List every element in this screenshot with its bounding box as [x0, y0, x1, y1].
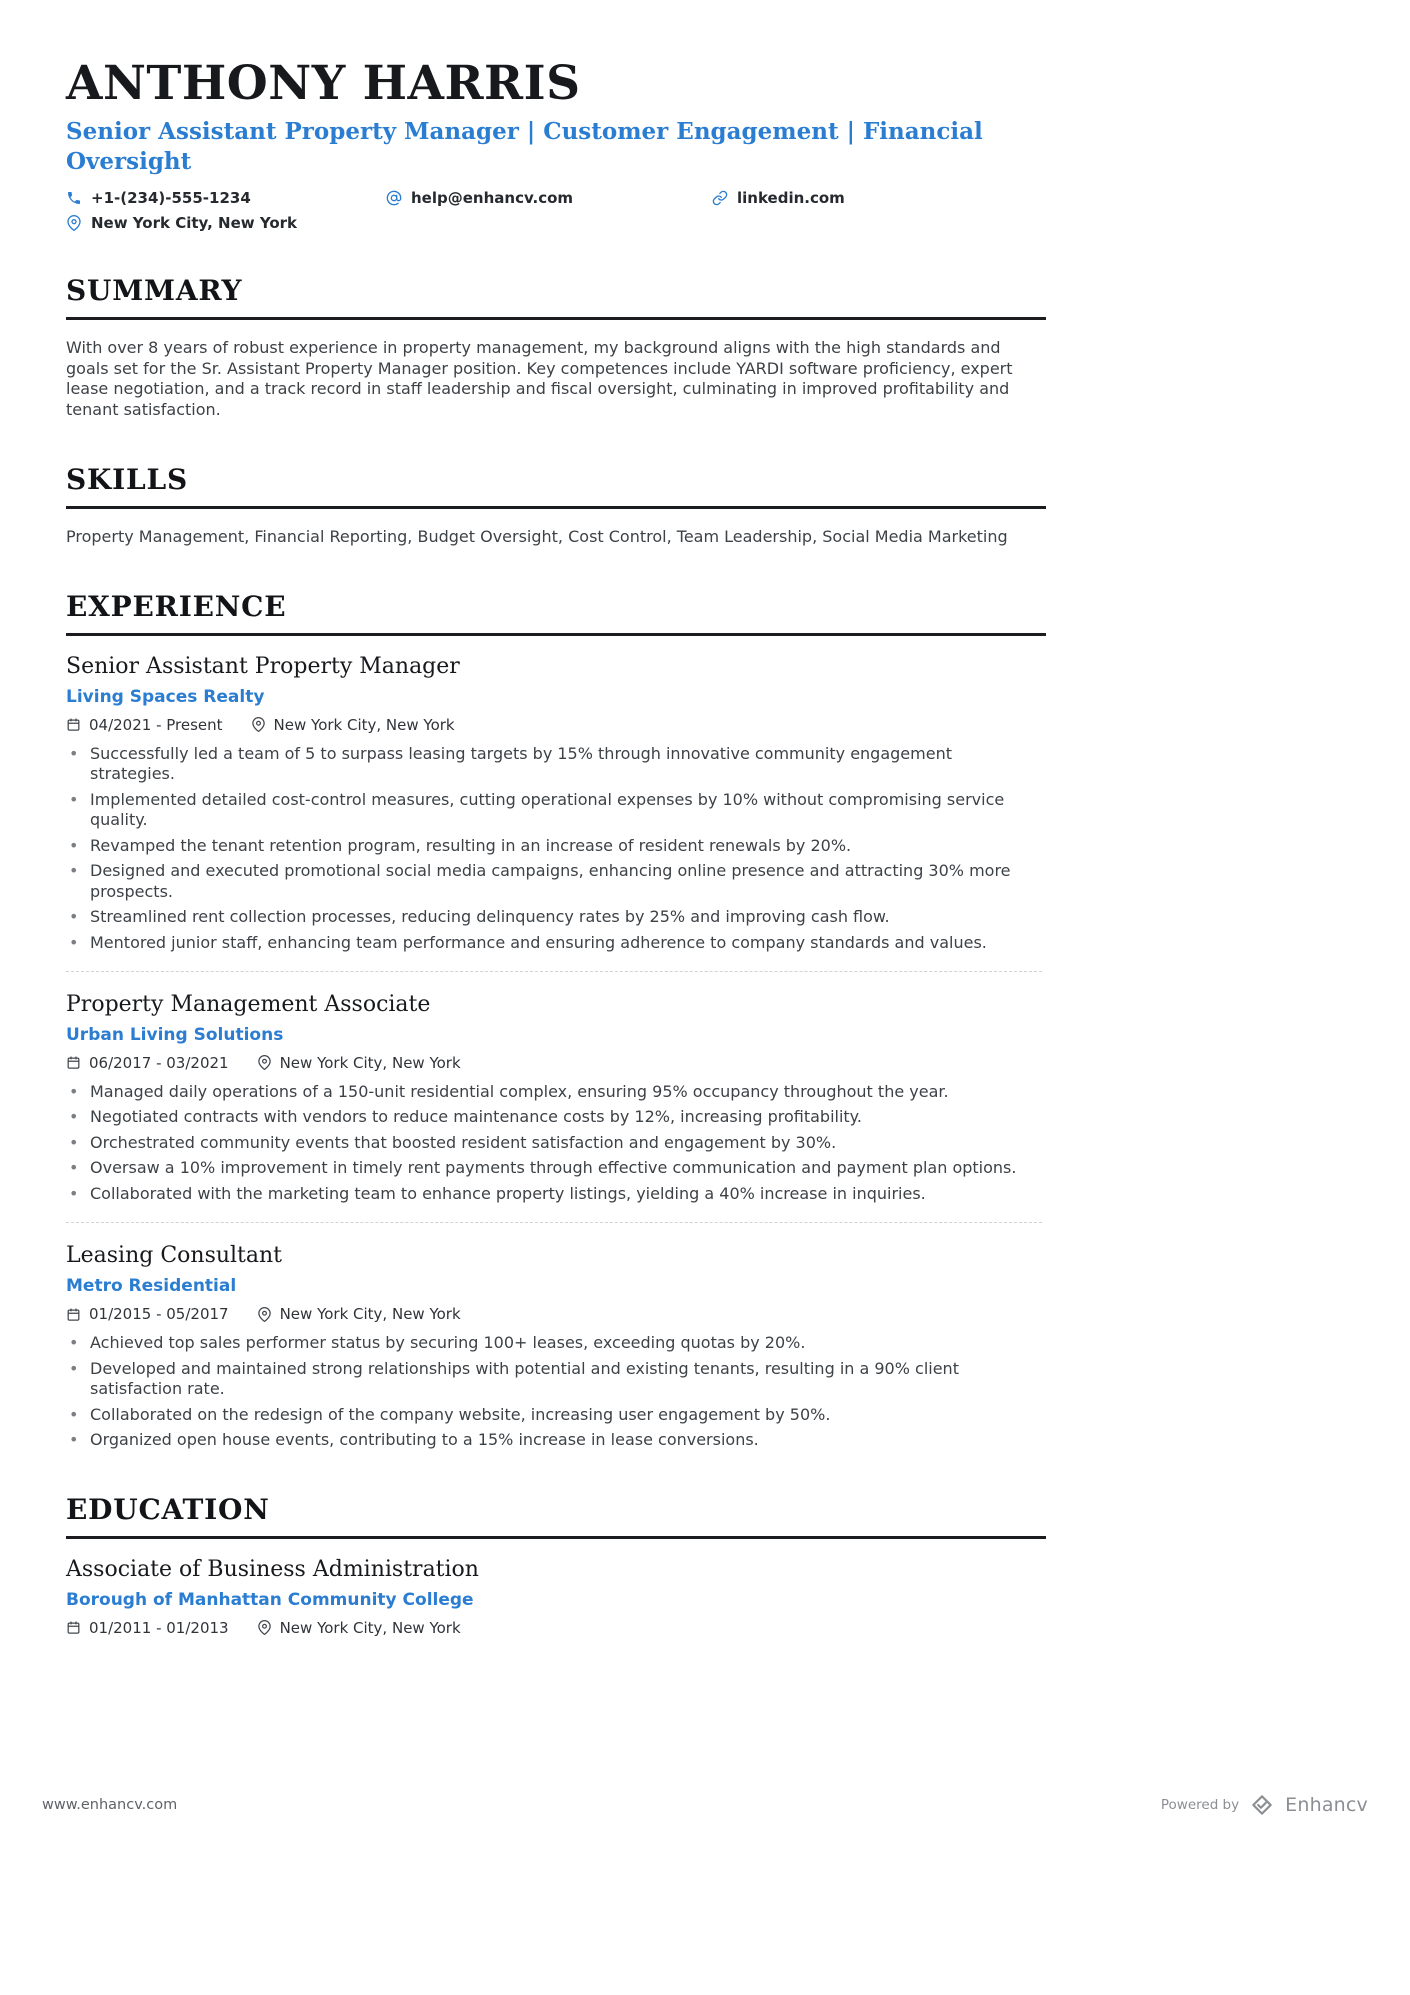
- bullet-item: • Streamlined rent collection processes, reducing delinquency rates by 25% and improving cash flow.: [66, 907, 1042, 927]
- candidate-name: ANTHONY HARRIS: [66, 56, 581, 111]
- skills-section: [66, 463, 1046, 548]
- location-icon: [251, 717, 266, 732]
- job-dates: [66, 1305, 229, 1323]
- job-location: [257, 1305, 461, 1323]
- contact-row-1: [66, 189, 1046, 207]
- bullet-item: • Achieved top sales performer status by securing 100+ leases, exceeding quotas by 20%.: [66, 1333, 1042, 1353]
- summary-heading: SUMMARY: [66, 274, 1046, 320]
- contact-row-2: [66, 214, 1046, 232]
- job-location-text: New York City, New York: [279, 1305, 461, 1324]
- location-icon: [257, 1307, 272, 1322]
- location-text: New York City, New York: [91, 213, 298, 232]
- bullet-item: • Managed daily operations of a 150-unit residential complex, ensuring 95% occupancy throughout the year.: [66, 1082, 1042, 1102]
- job-dates: [66, 1054, 229, 1072]
- job-title: Property Management Associate: [66, 991, 431, 1017]
- phone-number: +1-(234)-555-1234: [91, 188, 251, 207]
- job-bullets: [66, 1333, 1042, 1450]
- company-name: Urban Living Solutions: [66, 1024, 284, 1045]
- job-meta: [66, 1054, 1046, 1072]
- job-bullets: [66, 744, 1042, 953]
- resume-header: [66, 56, 1046, 232]
- phone-contact[interactable]: [66, 189, 386, 207]
- page-footer: [42, 1792, 1368, 1818]
- bullet-item: • Collaborated with the marketing team to enhance property listings, yielding a 40% increase in inquiries.: [66, 1184, 1042, 1204]
- bullet-item: • Revamped the tenant retention program, resulting in an increase of resident renewals by 20%.: [66, 836, 1042, 856]
- job-location: [257, 1054, 461, 1072]
- job-meta: [66, 716, 1046, 734]
- email-contact[interactable]: [386, 189, 712, 207]
- job-title: Senior Assistant Property Manager: [66, 653, 460, 679]
- location-icon: [257, 1620, 272, 1635]
- job-entry: [66, 992, 1046, 1204]
- email-icon: [386, 190, 402, 206]
- candidate-headline: Senior Assistant Property Manager | Customer Engagement | Financial Oversight: [66, 118, 983, 175]
- education-heading: EDUCATION: [66, 1493, 1046, 1539]
- education-location-text: New York City, New York: [279, 1618, 461, 1637]
- linkedin-contact[interactable]: [712, 189, 845, 207]
- school-name: Borough of Manhattan Community College: [66, 1589, 474, 1610]
- job-dates: [66, 716, 223, 734]
- powered-by-group: [1161, 1792, 1368, 1818]
- job-bullets: [66, 1082, 1042, 1204]
- bullet-item: • Developed and maintained strong relationships with potential and existing tenants, resulting in a 90% client satisfaction rate.: [66, 1359, 1042, 1400]
- job-meta: [66, 1305, 1046, 1323]
- education-meta: [66, 1619, 1046, 1637]
- summary-section: [66, 274, 1046, 421]
- bullet-item: • Designed and executed promotional social media campaigns, enhancing online presence and attracting 30% more prospects.: [66, 861, 1042, 902]
- calendar-icon: [66, 1307, 81, 1322]
- linkedin-url: linkedin.com: [737, 188, 845, 207]
- bullet-item: • Implemented detailed cost-control measures, cutting operational expenses by 10% without compromising service quality.: [66, 790, 1042, 831]
- bullet-item: • Successfully led a team of 5 to surpass leasing targets by 15% through innovative community engagement strategies.: [66, 744, 1042, 785]
- education-section: [66, 1493, 1046, 1637]
- section-divider: [66, 1222, 1042, 1223]
- degree-title: Associate of Business Administration: [66, 1556, 479, 1582]
- education-dates: [66, 1619, 229, 1637]
- section-divider: [66, 971, 1042, 972]
- company-name: Living Spaces Realty: [66, 686, 265, 707]
- job-location: [251, 716, 455, 734]
- experience-heading: EXPERIENCE: [66, 590, 1046, 636]
- powered-by-label: Powered by: [1160, 1797, 1240, 1813]
- link-icon: [712, 190, 728, 206]
- bullet-item: • Collaborated on the redesign of the company website, increasing user engagement by 50%.: [66, 1405, 1042, 1425]
- bullet-item: • Organized open house events, contributing to a 15% increase in lease conversions.: [66, 1430, 1042, 1450]
- phone-icon: [66, 190, 82, 206]
- enhancv-brand[interactable]: Enhancv: [1285, 1794, 1368, 1816]
- calendar-icon: [66, 717, 81, 732]
- summary-text: With over 8 years of robust experience in property management, my background aligns with the high standards and goals set for the Sr. Assistant Property Manager position. Key competences include YARDI software proficiency, expert lease negotiation, and a track record in staff leadership and fiscal oversight, culminating in improved profitability and tenant satisfaction.: [66, 337, 1013, 420]
- location-icon: [257, 1055, 272, 1070]
- bullet-item: • Negotiated contracts with vendors to reduce maintenance costs by 12%, increasing profitability.: [66, 1107, 1042, 1127]
- bullet-item: • Mentored junior staff, enhancing team performance and ensuring adherence to company standards and values.: [66, 933, 1042, 953]
- email-address: help@enhancv.com: [411, 188, 574, 207]
- company-name: Metro Residential: [66, 1276, 237, 1297]
- enhancv-logo-icon[interactable]: [1249, 1792, 1275, 1818]
- job-dates-text: 04/2021 - Present: [89, 715, 223, 734]
- job-entry: [66, 1243, 1046, 1450]
- job-location-text: New York City, New York: [273, 715, 455, 734]
- location-contact: [66, 214, 297, 232]
- skills-heading: SKILLS: [66, 463, 1046, 509]
- skills-text: Property Management, Financial Reporting, Budget Oversight, Cost Control, Team Leadership, Social Media Marketing: [66, 526, 1008, 546]
- footer-website-link[interactable]: www.enhancv.com: [42, 1797, 178, 1813]
- experience-section: [66, 590, 1046, 1451]
- job-entry: [66, 654, 1046, 953]
- calendar-icon: [66, 1620, 81, 1635]
- education-dates-text: 01/2011 - 01/2013: [89, 1618, 229, 1637]
- job-title: Leasing Consultant: [66, 1243, 283, 1269]
- job-dates-text: 06/2017 - 03/2021: [89, 1053, 229, 1072]
- job-location-text: New York City, New York: [279, 1053, 461, 1072]
- bullet-item: • Oversaw a 10% improvement in timely rent payments through effective communication and payment plan options.: [66, 1158, 1042, 1178]
- education-location: [257, 1619, 461, 1637]
- bullet-item: • Orchestrated community events that boosted resident satisfaction and engagement by 30%.: [66, 1133, 1042, 1153]
- job-dates-text: 01/2015 - 05/2017: [89, 1305, 229, 1324]
- location-icon: [66, 215, 82, 231]
- calendar-icon: [66, 1055, 81, 1070]
